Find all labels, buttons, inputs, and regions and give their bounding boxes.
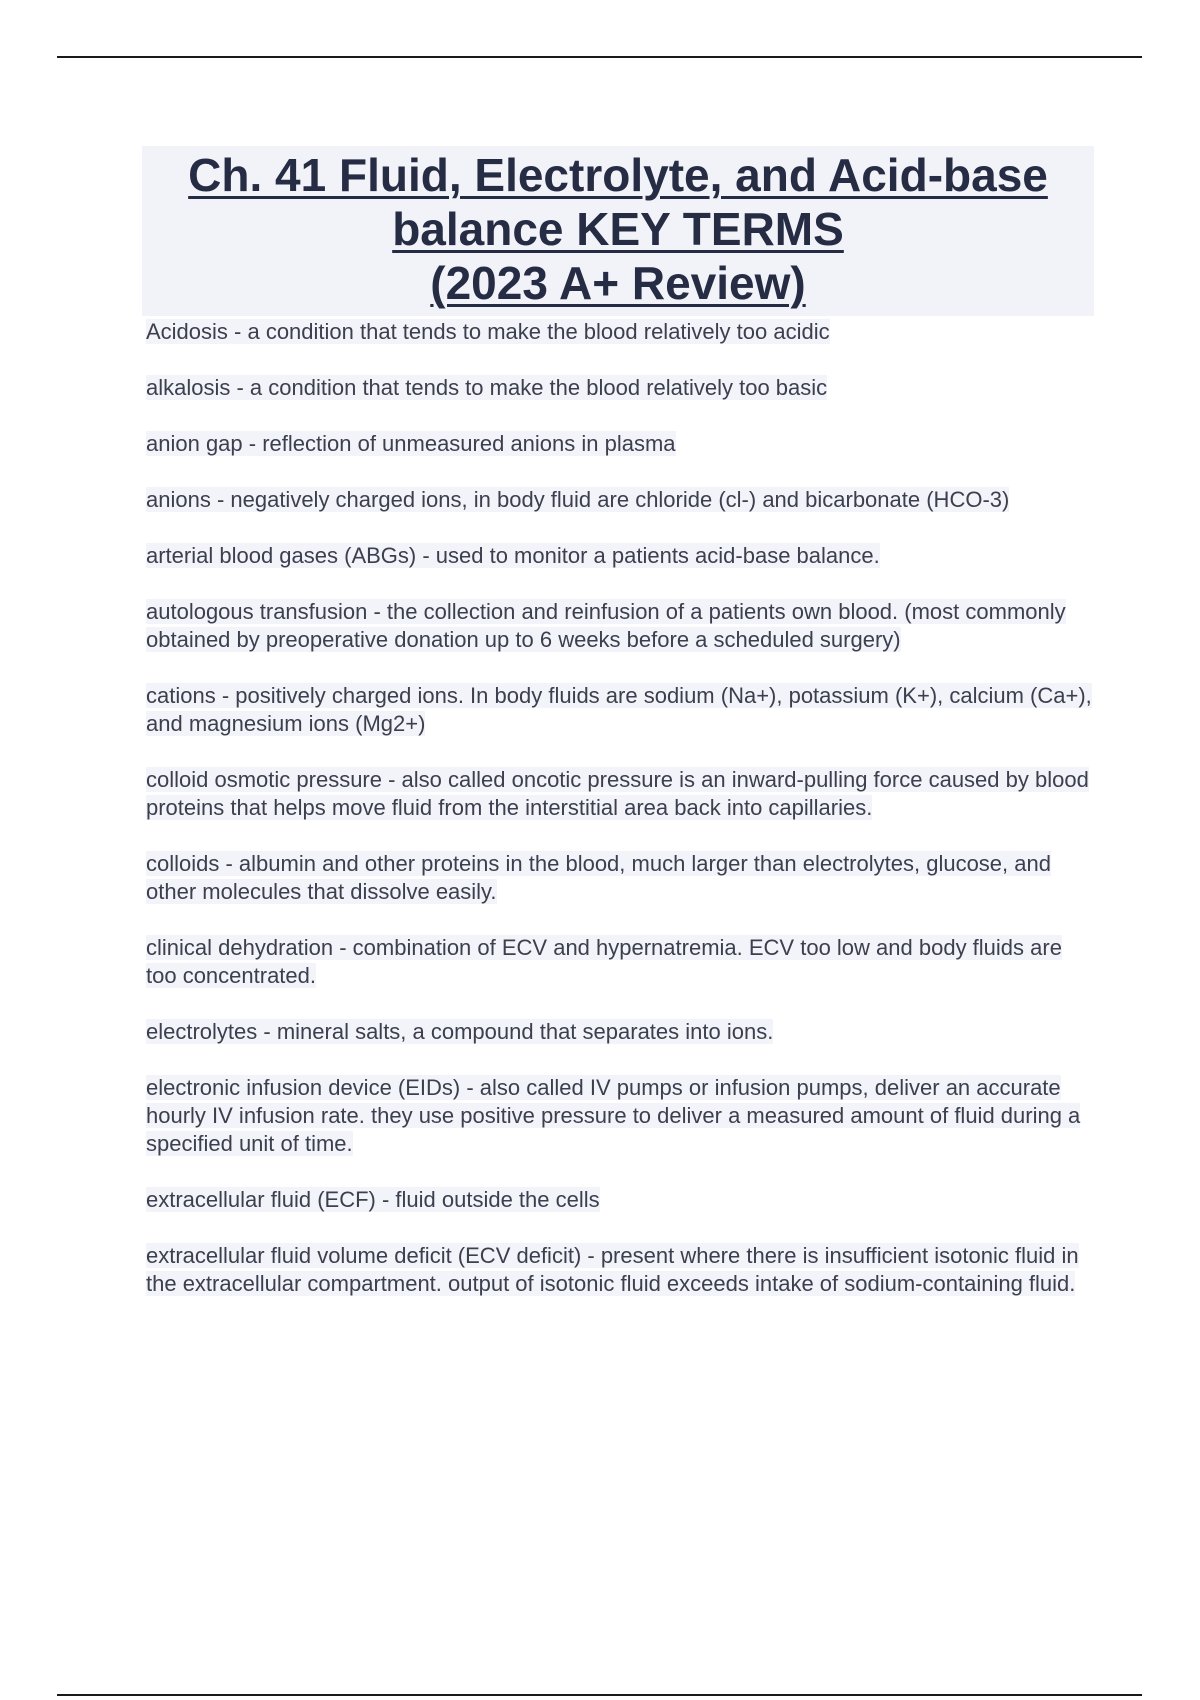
header-divider (57, 56, 1142, 58)
term-entry: electronic infusion device (EIDs) - also called IV pumps or infusion pumps, deliver an accurate hourly IV infusion rate. they use positive pressure to deliver a measured amount of fluid during a specified unit of time. (146, 1075, 1081, 1156)
term-entry: electrolytes - mineral salts, a compound that separates into ions. (146, 1019, 774, 1044)
footer-divider (57, 1694, 1142, 1696)
term-entry: colloids - albumin and other proteins in the blood, much larger than electrolytes, glucose, and other molecules that dissolve easily. (146, 851, 1051, 904)
term-entry: alkalosis - a condition that tends to make the blood relatively too basic (146, 375, 828, 400)
term-entry: colloid osmotic pressure - also called oncotic pressure is an inward-pulling force caused by blood proteins that helps move fluid from the interstitial area back into capillaries. (146, 767, 1089, 820)
term-entry: cations - positively charged ions. In body fluids are sodium (Na+), potassium (K+), calcium (Ca+), and magnesium ions (Mg2+) (146, 683, 1092, 736)
title-line: (2023 A+ Review) (430, 257, 806, 309)
term-entry: clinical dehydration - combination of ECV and hypernatremia. ECV too low and body fluids are too concentrated. (146, 935, 1062, 988)
title-line: Ch. 41 Fluid, Electrolyte, and Acid-base (188, 149, 1048, 201)
term-entry: anion gap - reflection of unmeasured anions in plasma (146, 431, 676, 456)
title-line: balance KEY TERMS (392, 203, 844, 255)
term-entry: autologous transfusion - the collection and reinfusion of a patients own blood. (most commonly obtained by preoperative donation up to 6 weeks before a scheduled surgery) (146, 599, 1066, 652)
document-body (142, 146, 1094, 1326)
term-entry: Acidosis - a condition that tends to make the blood relatively too acidic (146, 319, 830, 344)
term-entry: extracellular fluid (ECF) - fluid outside the cells (146, 1187, 600, 1212)
document-title (142, 146, 1094, 316)
term-entry: arterial blood gases (ABGs) - used to monitor a patients acid-base balance. (146, 543, 880, 568)
term-entry: anions - negatively charged ions, in body fluid are chloride (cl-) and bicarbonate (HCO-3) (146, 487, 1010, 512)
term-entry: extracellular fluid volume deficit (ECV deficit) - present where there is insufficient isotonic fluid in the extracellular compartment. output of isotonic fluid exceeds intake of sodium-containing fluid. (146, 1243, 1079, 1296)
key-terms-list (142, 318, 1094, 1298)
